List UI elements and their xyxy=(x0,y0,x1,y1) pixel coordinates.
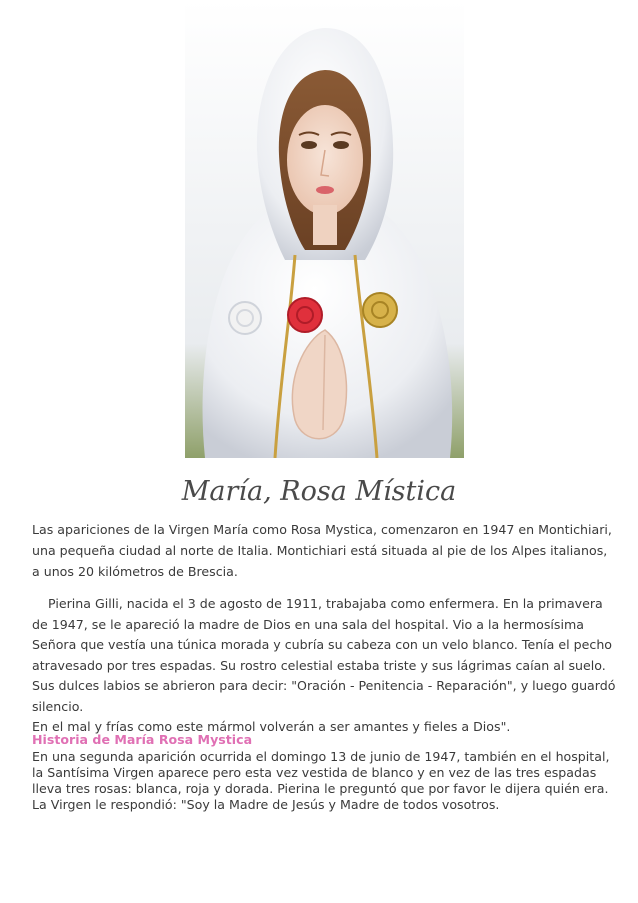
section-heading: Historia de María Rosa Mystica xyxy=(32,732,253,747)
story-paragraph-end: En el mal y frías como este mármol volverán a ser amantes y fieles a Dios". xyxy=(32,719,511,734)
page-title: María, Rosa Mística xyxy=(181,476,457,507)
story-paragraph xyxy=(32,594,617,738)
intro-paragraph: Las apariciones de la Virgen María como Rosa Mystica, comenzaron en 1947 en Montichiari, una pequeña ciudad al norte de Italia. Montichiari está situada al pie de los Alpes italianos, a unos 20 kilómetros de Brescia. xyxy=(32,522,612,579)
statue-photo xyxy=(185,0,464,458)
story-paragraph-text: Pierina Gilli, nacida el 3 de agosto de 1911, trabajaba como enfermera. En la primavera de 1947, se le apareció la madre de Dios en una sala del hospital. Vio a la hermosísima Señora que vestía una túnica morada y cubría su cabeza con un velo blanco. Tenía el pecho atravesado por tres espadas. Su rostro celestial estaba triste y sus lágrimas caían al suelo. Sus dulces labios se abrieron para decir: "Oración - Penitencia - Reparación", y luego guardó silencio. xyxy=(32,596,616,714)
history-paragraph: En una segunda aparición ocurrida el domingo 13 de junio de 1947, también en el hospital, la Santísima Virgen aparece pero esta vez vestida de blanco y en vez de las tres espadas lleva tres rosas: blanca, roja y dorada. Pierina le preguntó que por favor le dijera quién era. La Virgen le respondió: "Soy la Madre de Jesús y Madre de todos vosotros. xyxy=(32,749,610,812)
